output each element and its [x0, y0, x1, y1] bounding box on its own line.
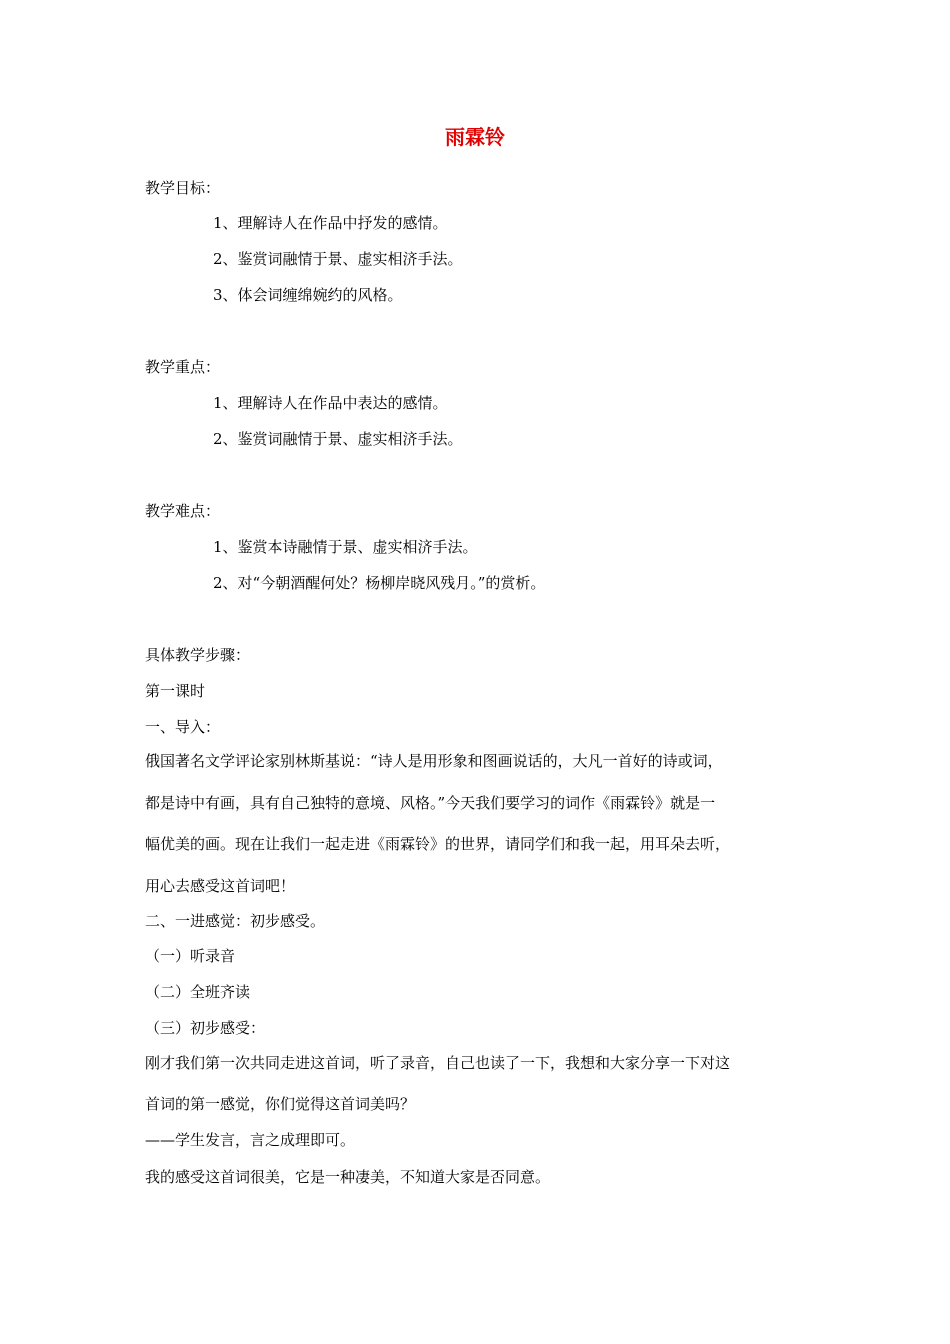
paragraph-line: 用心去感受这首词吧！ [145, 877, 296, 895]
objective-item: 1、理解诗人在作品中抒发的感情。 [213, 214, 448, 232]
difficulties-heading: 教学难点： [145, 502, 221, 520]
paragraph-line: 俄国著名文学评论家别林斯基说：“诗人是用形象和图画说话的，大凡一首好的诗或词， [145, 752, 723, 770]
subsection-label: （一）听录音 [145, 947, 236, 965]
objectives-heading: 教学目标： [145, 179, 221, 197]
subsection-label: （三）初步感受： [145, 1019, 266, 1037]
paragraph-line: 首词的第一感觉，你们觉得这首词美吗？ [145, 1095, 416, 1113]
paragraph-line: 刚才我们第一次共同走进这首词，听了录音，自己也读了一下，我想和大家分享一下对这 [145, 1054, 731, 1072]
document-title: 雨霖铃 [445, 125, 505, 149]
section-heading: 二、一进感觉：初步感受。 [145, 912, 326, 930]
paragraph-line: 幅优美的画。现在让我们一起走进《雨霖铃》的世界，请同学们和我一起，用耳朵去听， [145, 835, 731, 853]
section-heading: 一、导入： [145, 718, 221, 736]
steps-heading: 具体教学步骤： [145, 646, 251, 664]
closing-line: 我的感受这首词很美，它是一种凄美，不知道大家是否同意。 [145, 1168, 551, 1186]
paragraph-line: 都是诗中有画，具有自己独特的意境、风格。”今天我们要学习的词作《雨霖铃》就是一 [145, 794, 716, 812]
difficulty-item: 1、鉴赏本诗融情于景、虚实相济手法。 [213, 538, 478, 556]
student-note: ——学生发言，言之成理即可。 [145, 1131, 356, 1149]
key-point-item: 1、理解诗人在作品中表达的感情。 [213, 394, 448, 412]
key-point-item: 2、鉴赏词融情于景、虚实相济手法。 [213, 430, 463, 448]
difficulty-item: 2、对“今朝酒醒何处？杨柳岸晓风残月。”的赏析。 [213, 574, 546, 592]
objective-item: 3、体会词缠绵婉约的风格。 [213, 286, 403, 304]
objective-item: 2、鉴赏词融情于景、虚实相济手法。 [213, 250, 463, 268]
lesson-label: 第一课时 [145, 682, 206, 700]
subsection-label: （二）全班齐读 [145, 983, 251, 1001]
key-points-heading: 教学重点： [145, 358, 221, 376]
